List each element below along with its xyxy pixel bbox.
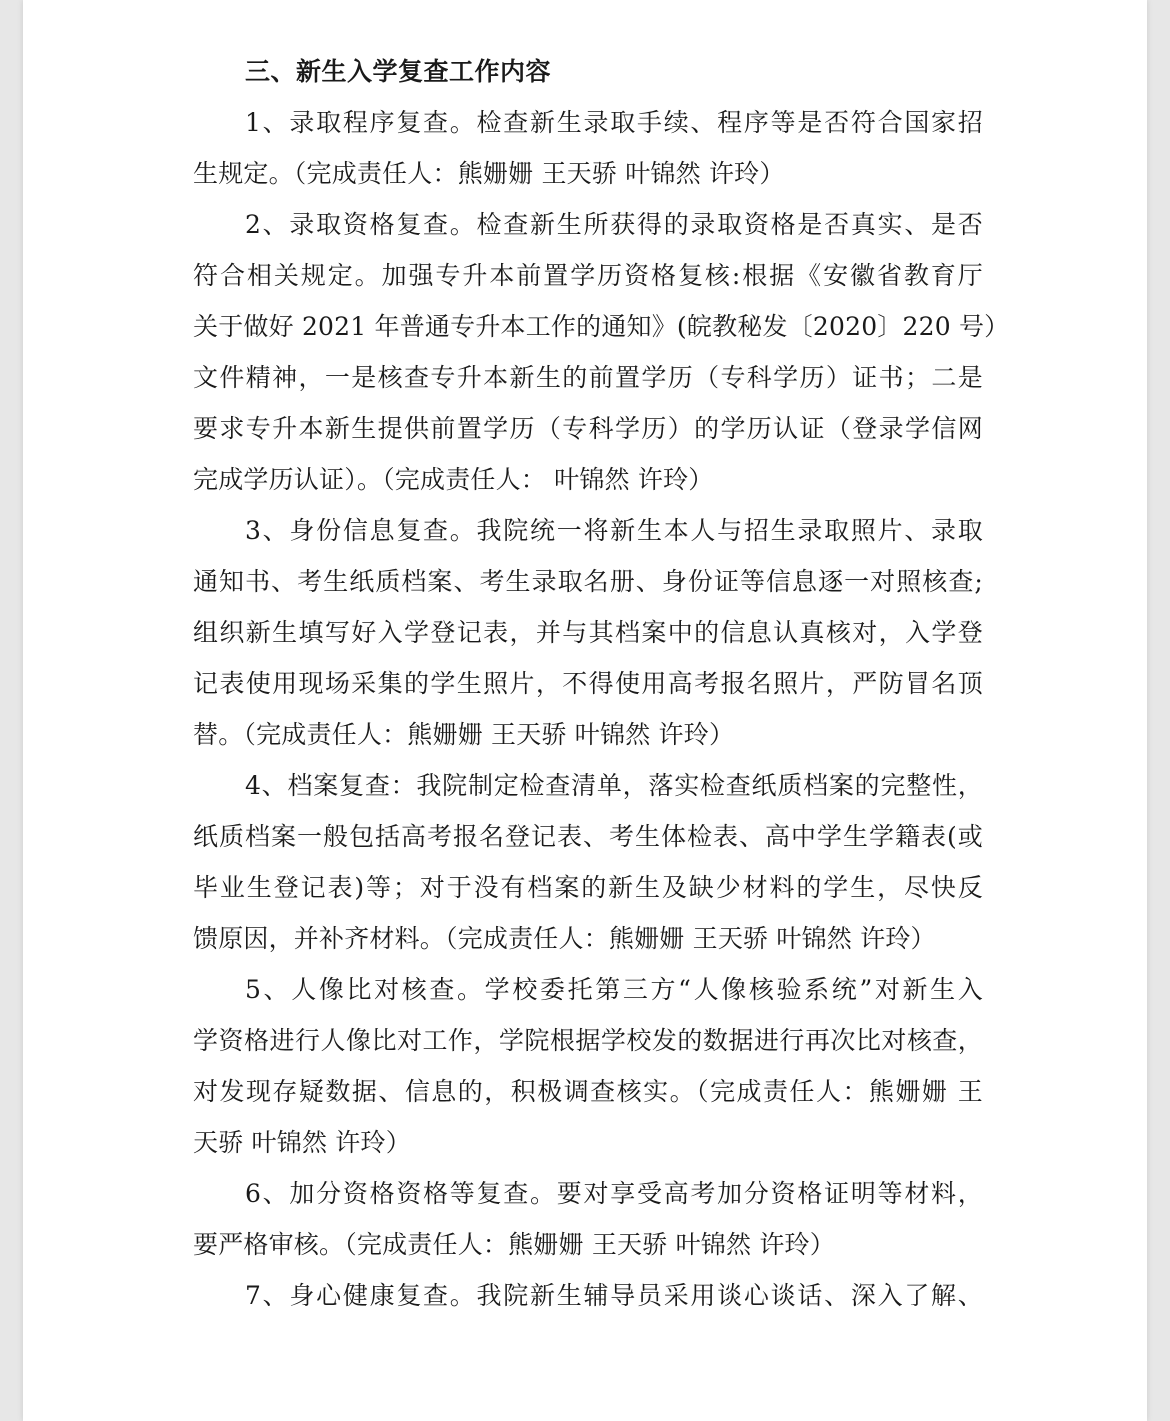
paragraph-line: 记表使用现场采集的学生照片，不得使用高考报名照片，严防冒名顶	[193, 669, 983, 698]
paragraph-line: 组织新生填写好入学登记表，并与其档案中的信息认真核对，入学登	[193, 618, 983, 647]
paragraph-line: 2、录取资格复查。检查新生所获得的录取资格是否真实、是否	[245, 210, 983, 239]
section-heading: 三、新生入学复查工作内容	[245, 57, 552, 86]
paragraph-1	[193, 97, 983, 199]
paragraph-line: 天骄 叶锦然 许玲）	[193, 1128, 411, 1157]
paragraph-line: 文件精神，一是核查专升本新生的前置学历（专科学历）证书；二是	[193, 363, 983, 392]
paragraph-line: 关于做好 2021 年普通专升本工作的通知》(皖教秘发〔2020〕220 号）	[193, 312, 1010, 341]
paragraph-7	[193, 1270, 983, 1321]
paragraph-2	[193, 199, 1010, 505]
paragraph-line: 学资格进行人像比对工作，学院根据学校发的数据进行再次比对核查，	[193, 1026, 983, 1055]
document-page	[23, 0, 1147, 1421]
paragraph-line: 6、加分资格资格等复查。要对享受高考加分资格证明等材料，	[245, 1179, 983, 1208]
paragraph-line: 对发现存疑数据、信息的，积极调查核实。（完成责任人：熊姗姗 王	[193, 1077, 983, 1106]
paragraph-line: 通知书、考生纸质档案、考生录取名册、身份证等信息逐一对照核查;	[193, 567, 983, 596]
paragraph-line: 符合相关规定。加强专升本前置学历资格复核:根据《安徽省教育厅	[193, 261, 983, 290]
paragraph-line: 替。（完成责任人：熊姗姗 王天骄 叶锦然 许玲）	[193, 720, 735, 749]
paragraph-line: 要严格审核。（完成责任人：熊姗姗 王天骄 叶锦然 许玲）	[193, 1230, 835, 1259]
paragraph-line: 3、身份信息复查。我院统一将新生本人与招生录取照片、录取	[245, 516, 983, 545]
paragraph-5	[193, 964, 983, 1168]
paragraph-line: 纸质档案一般包括高考报名登记表、考生体检表、高中学生学籍表(或	[193, 822, 983, 851]
paragraph-line: 生规定。（完成责任人：熊姗姗 王天骄 叶锦然 许玲）	[193, 159, 785, 188]
paragraph-line: 馈原因，并补齐材料。（完成责任人：熊姗姗 王天骄 叶锦然 许玲）	[193, 924, 936, 953]
paragraph-line: 毕业生登记表)等；对于没有档案的新生及缺少材料的学生，尽快反	[193, 873, 983, 902]
paragraph-line: 7、身心健康复查。我院新生辅导员采用谈心谈话、深入了解、	[245, 1281, 983, 1310]
paragraph-line: 完成学历认证）。（完成责任人： 叶锦然 许玲）	[193, 465, 714, 494]
paragraph-line: 1、录取程序复查。检查新生录取手续、程序等是否符合国家招	[245, 108, 983, 137]
paragraph-6	[193, 1168, 983, 1270]
paragraph-line: 要求专升本新生提供前置学历（专科学历）的学历认证（登录学信网	[193, 414, 983, 443]
paragraph-line: 4、档案复查：我院制定检查清单，落实检查纸质档案的完整性，	[245, 771, 983, 800]
paragraph-4	[193, 760, 983, 964]
paragraph-line: 5、人像比对核查。学校委托第三方“人像核验系统”对新生入	[245, 975, 983, 1004]
paragraph-3	[193, 505, 983, 760]
document-content	[193, 46, 1010, 1321]
